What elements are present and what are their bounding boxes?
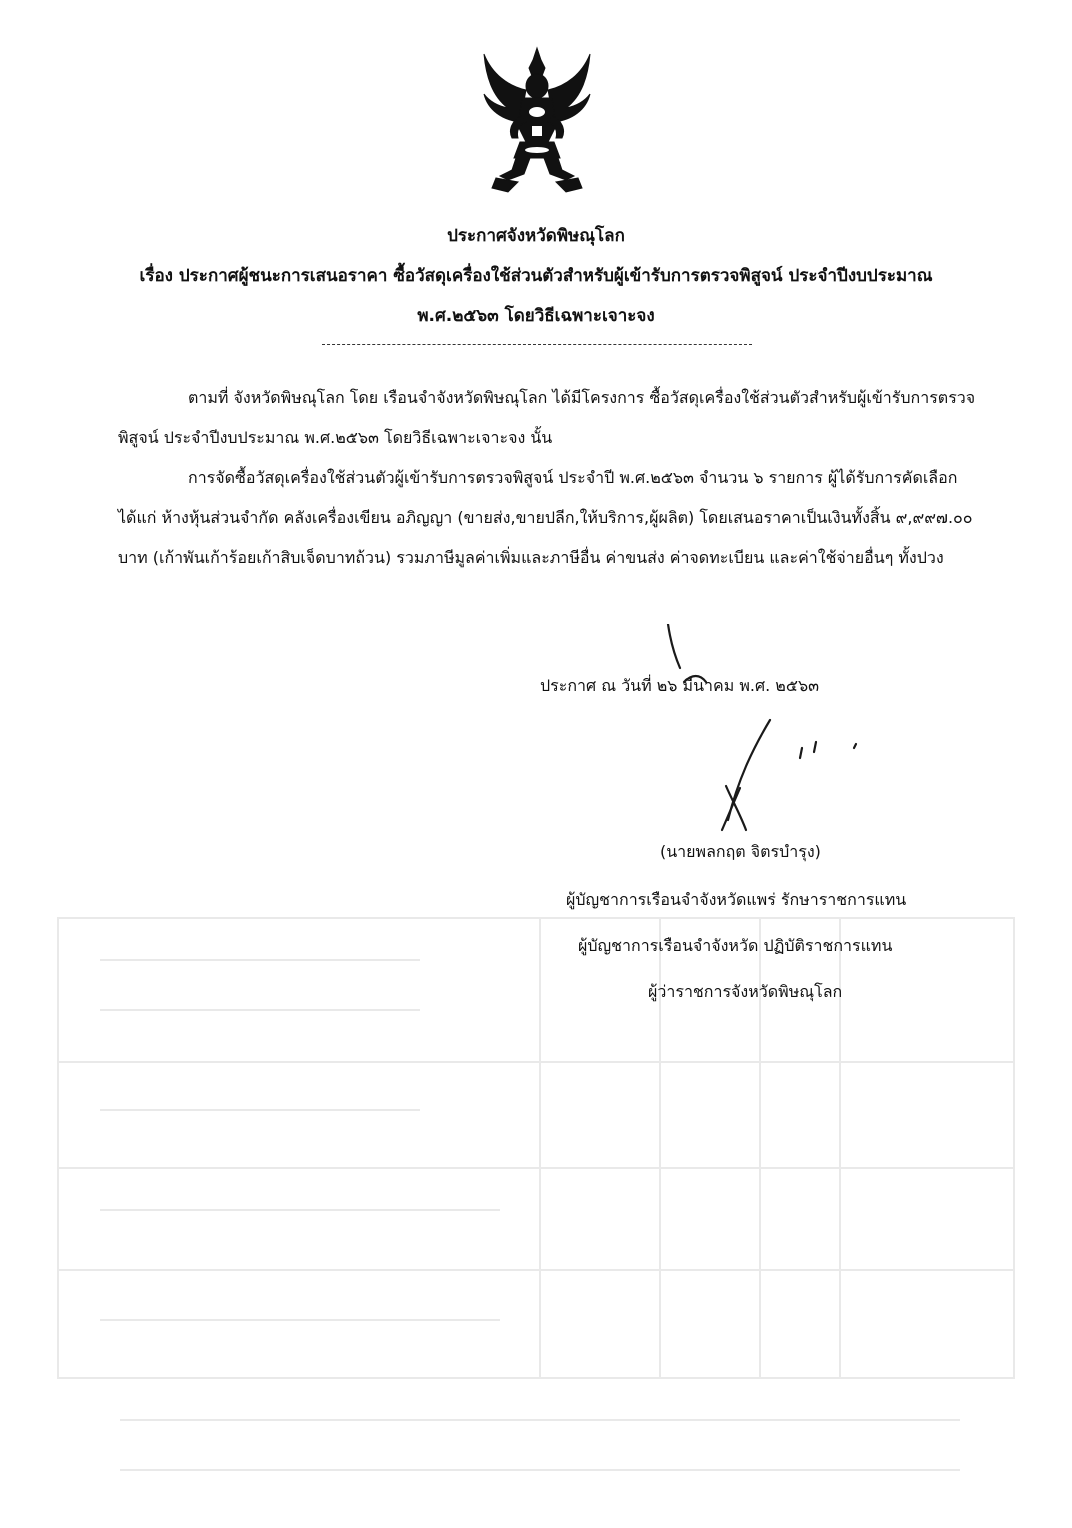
announcement-date: ประกาศ ณ วันที่ ๒๖ มีนาคม พ.ศ. ๒๕๖๓: [540, 676, 820, 695]
subject-line-2: พ.ศ.๒๕๖๓ โดยวิธีเฉพาะเจาะจง: [417, 306, 655, 326]
signatory-position-1: ผู้บัญชาการเรือนจำจังหวัดแพร่ รักษาราชการแทน: [566, 890, 907, 909]
title-divider: [322, 344, 752, 345]
subject-line-1: เรื่อง ประกาศผู้ชนะการเสนอราคา ซื้อวัสดุเครื่องใช้ส่วนตัวสำหรับผู้เข้ารับการตรวจพิสูจน์ ประจำปีงบประมาณ: [139, 266, 933, 286]
document-title: ประกาศจังหวัดพิษณุโลก: [447, 226, 625, 246]
body-paragraph-2: การจัดซื้อวัสดุเครื่องใช้ส่วนตัวผู้เข้ารับการตรวจพิสูจน์ ประจำปี พ.ศ.๒๕๖๓ จำนวน ๖ รายการ ผู้ได้รับการคัดเลือก ได้แก่ ห้างหุ้นส่วนจำกัด คลังเครื่องเขียน อภิญญา (ขายส่ง,ขายปลีก,ให้บริการ,ผู้ผลิต) โดยเสนอราคาเป็นเงินทั้งสิ้น ๙,๙๙๗.๐๐ บาท (เก้าพันเก้าร้อยเก้าสิบเจ็ดบาทถ้วน) รวมภาษีมูลค่าเพิ่มและภาษีอื่น ค่าขนส่ง ค่าจดทะเบียน และค่าใช้จ่ายอื่นๆ ทั้งปวง: [118, 468, 973, 567]
garuda-emblem-icon: [478, 46, 596, 196]
signatory-position-2: ผู้บัญชาการเรือนจำจังหวัด ปฏิบัติราชการแทน: [578, 936, 893, 955]
handwritten-signature: [640, 624, 880, 834]
body-paragraph-1: ตามที่ จังหวัดพิษณุโลก โดย เรือนจำจังหวัดพิษณุโลก ได้มีโครงการ ซื้อวัสดุเครื่องใช้ส่วนตัวสำหรับผู้เข้ารับการตรวจพิสูจน์ ประจำปีงบประมาณ พ.ศ.๒๕๖๓ โดยวิธีเฉพาะเจาะจง นั้น: [118, 388, 976, 447]
signatory-position-3: ผู้ว่าราชการจังหวัดพิษณุโลก: [648, 982, 843, 1001]
signatory-name: (นายพลกฤต จิตรบำรุง): [660, 842, 821, 861]
